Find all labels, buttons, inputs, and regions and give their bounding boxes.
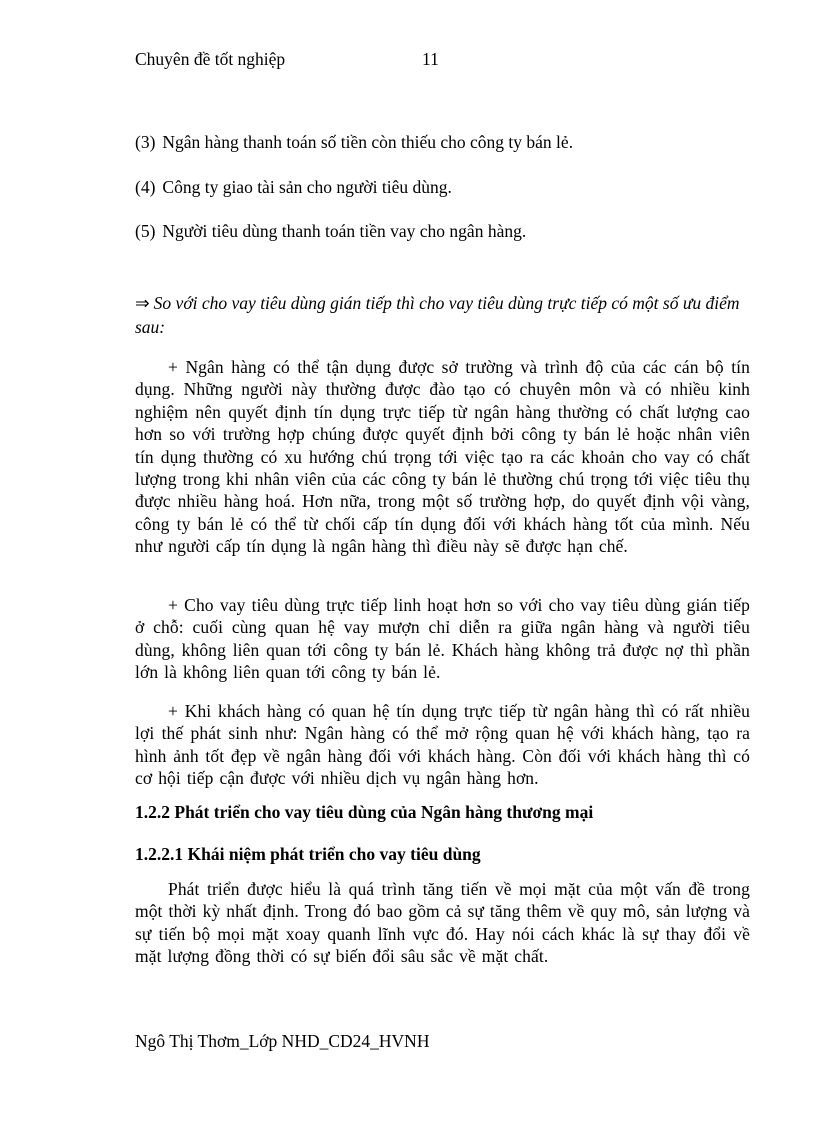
paragraph-bank-expertise: + Ngân hàng có thể tận dụng được sở trường và trình độ của các cán bộ tín dụng. Những người này thường được đào tạo có chuyên môn và có nhiều kinh nghiệm nên quyết định tín dụng trực tiếp từ ngân hàng thường có chất lượng cao hơn so với trường hợp chúng được quyết định bởi công ty bán lẻ hoặc nhân viên tín dụng thường có xu hướng chú trọng tới việc tạo ra các khoản cho vay có chất lượng trong khi nhân viên của các công ty bán lẻ thường chú trọng tới việc tiêu thụ được nhiều hàng hoá. Hơn nữa, trong một số trường hợp, do quyết định vội vàng, công ty bán lẻ có thể từ chối cấp tín dụng đối với khách hàng tốt của mình. Nếu như người cấp tín dụng là ngân hàng thì điều này sẽ được hạn chế. xyxy=(135,357,750,557)
paragraph-development-definition: Phát triển được hiểu là quá trình tăng tiến về mọi mặt của một vấn đề trong một thời kỳ nhất định. Trong đó bao gồm cả sự tăng thêm về quy mô, sản lượng và sự tiến bộ mọi mặt xoay quanh lĩnh vực đó. Hay nói cách khác là sự thay đổi về mặt lượng đồng thời có sự biến đổi sâu sắc về mặt chất. xyxy=(135,879,750,967)
section-heading-1-2-2-1: 1.2.2.1 Khái niệm phát triển cho vay tiêu dùng xyxy=(135,844,481,864)
paragraph-customer-relationship: + Khi khách hàng có quan hệ tín dụng trực tiếp từ ngân hàng thì có rất nhiều lợi thế phát sinh như: Ngân hàng có thể mở rộng quan hệ với khách hàng, tạo ra hình ảnh tốt đẹp về ngân hàng đối với khách hàng. Còn đối với khách hàng thì có cơ hội tiếp cận được với nhiều dịch vụ ngân hàng hơn. xyxy=(135,701,750,789)
page-footer xyxy=(135,1030,750,1052)
advantages-note-text: So với cho vay tiêu dùng gián tiếp thì cho vay tiêu dùng trực tiếp có một số ưu điểm sau: xyxy=(135,293,740,337)
list-item xyxy=(135,220,750,242)
list-item-3-marker: (3) xyxy=(135,132,156,152)
list-item-5-text: Người tiêu dùng thanh toán tiền vay cho ngân hàng. xyxy=(162,221,527,241)
list-item-5-marker: (5) xyxy=(135,221,156,241)
page-header xyxy=(135,48,750,72)
header-title: Chuyên đề tốt nghiệp xyxy=(135,49,286,69)
list-item xyxy=(135,176,750,198)
advantages-note xyxy=(135,292,750,339)
list-item-4-marker: (4) xyxy=(135,177,156,197)
page-number: 11 xyxy=(422,49,439,69)
footer-author-line: Ngô Thị Thơm_Lớp NHD_CD24_HVNH xyxy=(135,1031,430,1051)
implies-arrow-icon: ⇒ xyxy=(135,294,150,314)
section-heading-1-2-2: 1.2.2 Phát triển cho vay tiêu dùng của Ngân hàng thương mại xyxy=(135,802,594,822)
list-item xyxy=(135,131,750,153)
list-item-4-text: Công ty giao tài sản cho người tiêu dùng. xyxy=(162,177,452,197)
list-item-3-text: Ngân hàng thanh toán số tiền còn thiếu cho công ty bán lẻ. xyxy=(162,132,574,152)
paragraph-direct-lending-flexibility: + Cho vay tiêu dùng trực tiếp linh hoạt hơn so với cho vay tiêu dùng gián tiếp ở chỗ: cuối cùng quan hệ vay mượn chỉ diễn ra giữa ngân hàng và người tiêu dùng, không liên quan tới công ty bán lẻ. Khách hàng không trả được nợ thì phần lớn là không liên quan tới công ty bán lẻ. xyxy=(135,595,750,683)
